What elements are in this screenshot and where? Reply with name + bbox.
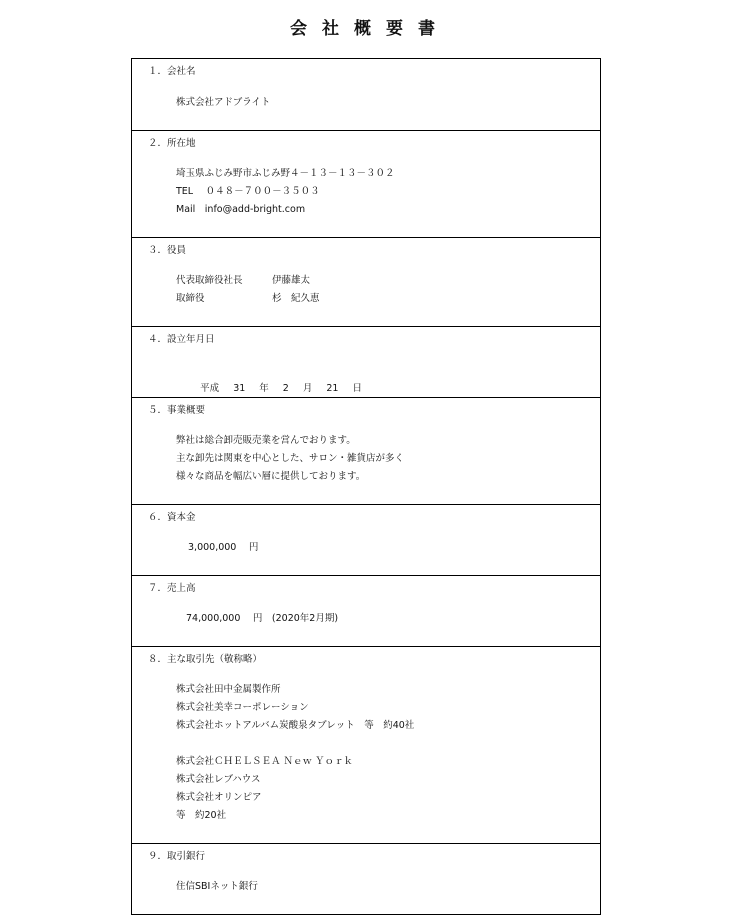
client-item: 株式会社レブハウス (176, 774, 261, 785)
officer-name: 伊藤雄太 (272, 275, 311, 286)
officer-role: 取締役 (176, 293, 205, 304)
year-unit: 年 (259, 383, 269, 394)
section-capital (132, 505, 600, 576)
section-established (132, 327, 600, 398)
sales-value: 74,000,000 円 (2020年2月期) (186, 613, 339, 624)
business-line: 弊社は総合卸売販売業を営んでおります。 (176, 435, 356, 446)
company-profile-table (131, 58, 601, 915)
month-value: 2 (282, 383, 289, 394)
officer-name: 杉 紀久恵 (272, 293, 320, 304)
section-address (132, 131, 600, 238)
section-bank (132, 844, 600, 914)
section-heading: ７．売上高 (148, 583, 196, 594)
capital-value: 3,000,000 円 (188, 542, 259, 553)
company-name-value: 株式会社アドブライト (176, 97, 271, 108)
section-clients (132, 647, 600, 844)
officer-row (176, 272, 320, 290)
day-value: 21 (326, 383, 339, 394)
officer-role: 代表取締役社長 (176, 275, 243, 286)
client-item: 株式会社田中金属製作所 (176, 684, 281, 695)
document-title: 会社概要書 (290, 19, 450, 39)
client-item: 等 約20社 (176, 810, 227, 821)
era-label: 平成 (200, 383, 220, 394)
section-heading: ４．設立年月日 (148, 334, 215, 345)
mail-value: Mail info@add-bright.com (176, 204, 306, 215)
section-heading: ２．所在地 (148, 138, 196, 149)
tel-value: TEL ０４８－７００－３５０３ (176, 186, 320, 197)
client-item: 株式会社美幸コーポレーション (176, 702, 309, 713)
section-heading: ６．資本金 (148, 512, 196, 523)
bank-value: 住信SBIネット銀行 (176, 881, 258, 892)
client-item: 株式会社ホットアルバム炭酸泉タブレット 等 約40社 (176, 720, 415, 731)
section-officers (132, 238, 600, 327)
day-unit: 日 (352, 383, 362, 394)
business-line: 様々な商品を幅広い層に提供しております。 (176, 471, 366, 482)
section-heading: １．会社名 (148, 66, 196, 77)
section-company-name (132, 59, 600, 131)
section-heading: ５．事業概要 (148, 405, 206, 416)
established-date (176, 362, 376, 394)
address-value: 埼玉県ふじみ野市ふじみ野４－１３－１３－３０２ (176, 168, 395, 179)
year-value: 31 (233, 383, 246, 394)
section-sales (132, 576, 600, 647)
business-line: 主な卸先は関東を中心とした、サロン・雑貨店が多く (176, 453, 405, 464)
section-heading: ３．役員 (148, 245, 187, 256)
client-item: 株式会社ＣＨＥＬＳＥＡ Ｎｅｗ Ｙｏｒｋ (176, 756, 354, 767)
officer-row (176, 290, 320, 308)
section-heading: ９．取引銀行 (148, 851, 206, 862)
section-heading: ８．主な取引先（敬称略） (148, 654, 263, 665)
section-business (132, 398, 600, 505)
month-unit: 月 (302, 383, 313, 394)
client-item: 株式会社オリンピア (176, 792, 262, 803)
